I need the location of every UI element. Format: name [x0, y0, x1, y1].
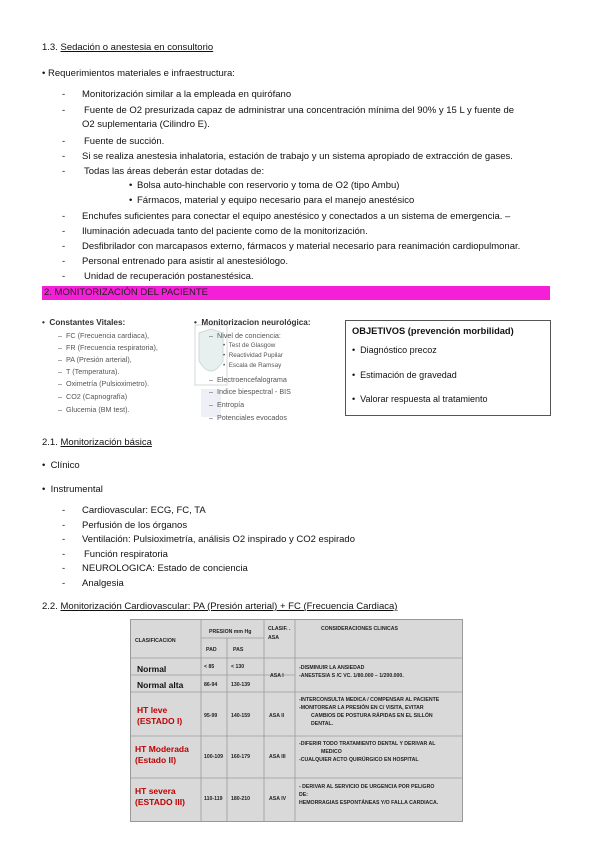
- constantes-item: – FR (Frecuencia respiratoria),: [58, 343, 158, 352]
- header-pas: PAS: [233, 647, 244, 653]
- row-normal-name: Normal: [137, 664, 167, 674]
- cons-leve-line: -MONITOREAR LA PRESIÓN EN C/ VISITA, EVITAR: [299, 705, 424, 711]
- neuro-sub-item: • Test de Glasgow: [223, 342, 276, 349]
- header-clasificacion: CLASIFICACION: [135, 638, 176, 644]
- row-ht-leve-name: HT leve (ESTADO I): [137, 705, 183, 726]
- list-item: Analgesia: [82, 578, 124, 589]
- section-number: 2.2.: [42, 601, 58, 612]
- cons-severa-line: - DERIVAR AL SERVICIO DE URGENCIA POR PELIGRO: [299, 784, 435, 790]
- row-ht-leve-asa: ASA II: [269, 713, 285, 719]
- section-title: Monitorización Cardiovascular: PA (Presión arterial) + FC (Frecuencia Cardiaca): [60, 601, 398, 612]
- cons-normal-line: -DISMINUIR LA ANSIEDAD: [299, 665, 365, 671]
- dash: -: [62, 241, 66, 252]
- list-item: Enchufes suficientes para conectar el equipo anestésico y conectados a un sistema de emergencia. –: [82, 211, 511, 222]
- constantes-item: – PA (Presión arterial),: [58, 355, 132, 364]
- objetivos-box: [345, 320, 551, 416]
- constantes-item: – FC (Frecuencia cardiaca),: [58, 331, 150, 340]
- list-item: Cardiovascular: ECG, FC, TA: [82, 505, 206, 516]
- row-ht-leve-pad: 95-99: [204, 713, 218, 719]
- neuro-item: – Electroencefalograma: [209, 375, 287, 384]
- neuro-heading: • Monitorizacion neurológica:: [194, 318, 311, 327]
- sub-list-item: Fármacos, material y equipo necesario para el manejo anestésico: [137, 195, 415, 206]
- row-normal-alta-pas: 130-139: [231, 682, 251, 688]
- list-item: Ventilación: Pulsioximetría, análisis O2 inspirado y CO2 espirado: [82, 534, 355, 545]
- neuro-item: – Entropía: [209, 400, 245, 409]
- dash: -: [62, 89, 66, 100]
- list-item: Unidad de recuperación postanestésica.: [84, 271, 254, 282]
- sub-bullet: •: [129, 195, 133, 206]
- dash: -: [62, 563, 66, 574]
- row-ht-moderada-asa: ASA III: [269, 754, 286, 760]
- row-ht-severa-pad: 110-119: [204, 796, 223, 802]
- list-item: O2 suplementaria (Cilindro E).: [82, 119, 210, 130]
- bullet-text: Clínico: [50, 460, 80, 471]
- row-ht-leve-pas: 140-159: [231, 713, 251, 719]
- list-item: Fuente de O2 presurizada capaz de administrar una concentración mínima del 90% y 15 L y fuente de: [84, 105, 515, 116]
- row-normal-alta-name: Normal alta: [137, 680, 184, 690]
- dash: -: [62, 166, 66, 177]
- section-title: Sedación o anestesia en consultorio: [60, 42, 214, 53]
- header-pad: PAD: [206, 647, 217, 653]
- sub-list-item: Bolsa auto-hinchable con reservorio y toma de O2 (tipo Ambu): [137, 180, 400, 191]
- constantes-item: – CO2 (Capnografía): [58, 392, 128, 401]
- dash: -: [62, 211, 66, 222]
- monitoring-figure: [42, 316, 550, 431]
- neuro-item: – Potenciales evocados: [209, 413, 287, 422]
- constantes-item: – T (Temperatura).: [58, 367, 120, 376]
- list-item: Perfusión de los órganos: [82, 520, 188, 531]
- objetivos-item: • Estimación de gravedad: [352, 370, 457, 380]
- row-ht-moderada-pas: 160-179: [231, 754, 251, 760]
- objetivos-title: OBJETIVOS (prevención morbilidad): [352, 326, 514, 336]
- bullet-text: Instrumental: [50, 484, 103, 495]
- asa-normal: ASA I: [270, 673, 284, 679]
- row-ht-moderada-name: HT Moderada (Estado II): [135, 744, 189, 765]
- bullet-text: Requerimientos materiales e infraestructura:: [47, 68, 235, 79]
- cons-moderada-line: -DIFERIR TODO TRATAMIENTO DENTAL Y DERIVAR AL: [299, 741, 436, 747]
- cons-leve-line: DENTAL.: [311, 721, 334, 727]
- header-presion: PRESION mm Hg: [209, 629, 252, 635]
- section-2-2-heading: [42, 601, 397, 612]
- cons-moderada-line: -CUALQUIER ACTO QUIRÚRGICO EN HOSPITAL: [299, 757, 419, 763]
- bullet-clinico: • Clínico: [42, 460, 80, 471]
- header-asa: CLASIF. . ASA: [268, 626, 291, 641]
- neuro-sub-item: • Escala de Ramsay: [223, 362, 282, 369]
- list-item: NEUROLOGICA: Estado de conciencia: [82, 563, 248, 574]
- sub-bullet: •: [129, 180, 133, 191]
- list-item: Función respiratoria: [84, 549, 168, 560]
- neuro-item: – Indice biespectral - BIS: [209, 387, 291, 396]
- section-number: 1.3.: [42, 42, 58, 53]
- constantes-item: – Oximetría (Pulsioximetro).: [58, 379, 150, 388]
- dash: -: [62, 578, 66, 589]
- bullet-instrumental: • Instrumental: [42, 484, 103, 495]
- dash: -: [62, 549, 66, 560]
- list-item: Iluminación adecuada tanto del paciente como de la monitorización.: [82, 226, 368, 237]
- neuro-sub-item: • Reactividad Pupilar: [223, 352, 283, 359]
- dash: -: [62, 256, 66, 267]
- list-item: Si se realiza anestesia inhalatoria, estación de trabajo y un sistema apropiado de extracción de gases.: [82, 151, 513, 162]
- list-item: Personal entrenado para asistir al anestesiólogo.: [82, 256, 288, 267]
- cons-leve-line: CAMBIOS DE POSTURA RÁPIDAS EN EL SILLÓN: [311, 713, 433, 719]
- cons-normal-line: -ANESTESIA S /C VC. 1/80.000 – 1/200.000.: [299, 673, 404, 679]
- dash: -: [62, 505, 66, 516]
- cons-moderada-line: MEDICO: [321, 749, 342, 755]
- row-normal-pad: < 85: [204, 664, 215, 670]
- dash: -: [62, 534, 66, 545]
- dash: -: [62, 520, 66, 531]
- section-2-highlight-bar: [42, 286, 550, 300]
- list-item: Monitorización similar a la empleada en quirófano: [82, 89, 292, 100]
- section-1-3-heading: [42, 42, 213, 53]
- dash: -: [62, 105, 66, 116]
- constantes-item: – Glucemia (BM test).: [58, 405, 130, 414]
- section-2-title: 2. MONITORIZACIÓN DEL PACIENTE: [44, 287, 208, 298]
- row-normal-alta-pad: 86-94: [204, 682, 218, 688]
- objetivos-item: • Diagnóstico precoz: [352, 345, 437, 355]
- list-item: Fuente de succión.: [84, 136, 165, 147]
- list-item: Todas las áreas deberán estar dotadas de:: [84, 166, 265, 177]
- cons-leve-line: -INTERCONSULTA MEDICA / COMPENSAR AL PACIENTE: [299, 697, 440, 703]
- row-ht-severa-name: HT severa (ESTADO III): [135, 786, 185, 807]
- dash: -: [62, 151, 66, 162]
- cons-severa-line: HEMORRAGIAS ESPONTÁNEAS Y/O FALLA CARDIACA.: [299, 800, 439, 806]
- dash: -: [62, 271, 66, 282]
- header-consideraciones: CONSIDERACIONES CLINICAS: [321, 626, 398, 632]
- section-number: 2.1.: [42, 437, 58, 448]
- section-2-1-heading: [42, 437, 152, 448]
- row-normal-pas: < 130: [231, 664, 245, 670]
- cons-severa-line: DE:: [299, 792, 308, 798]
- list-item: Desfibrilador con marcapasos externo, fármacos y material necesario para reanimación cardiopulmonar.: [82, 241, 521, 252]
- dash: -: [62, 226, 66, 237]
- neuro-item: – Nivel de conciencia:: [209, 331, 281, 340]
- bullet-dot: •: [42, 68, 46, 79]
- row-ht-severa-asa: ASA IV: [269, 796, 287, 802]
- objetivos-item: • Valorar respuesta al tratamiento: [352, 394, 488, 404]
- hypertension-table: [130, 619, 463, 822]
- constantes-heading: • Constantes Vitales:: [42, 318, 126, 327]
- row-ht-moderada-pad: 100-109: [204, 754, 224, 760]
- dash: -: [62, 136, 66, 147]
- bullet-requerimientos: [42, 68, 235, 79]
- section-title: Monitorización básica: [60, 437, 152, 448]
- row-ht-severa-pas: 180-210: [231, 796, 251, 802]
